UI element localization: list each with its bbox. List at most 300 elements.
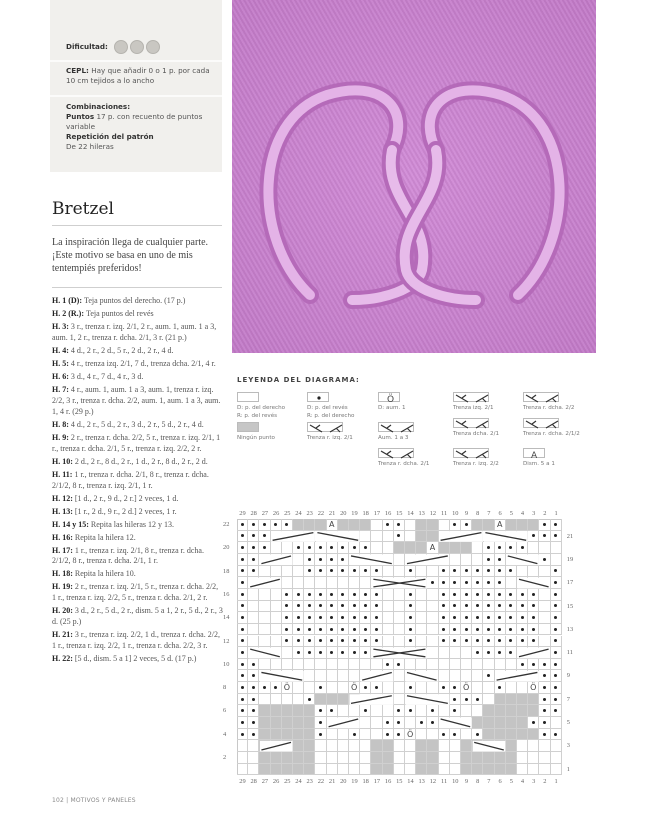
chart-cell xyxy=(427,554,438,566)
chart-cell xyxy=(450,752,461,764)
chart-cell xyxy=(338,682,349,694)
chart-cell xyxy=(349,659,360,671)
chart-cell xyxy=(539,636,550,648)
row-number-left: 12 xyxy=(223,637,230,645)
chart-cell xyxy=(271,624,282,636)
chart-cell xyxy=(237,694,248,706)
cepl-row xyxy=(66,66,216,86)
chart-cell xyxy=(551,636,562,648)
legend-item-inc1 xyxy=(378,392,406,412)
instruction-row xyxy=(52,507,224,518)
chart-cell xyxy=(282,601,293,613)
chart-cell xyxy=(327,670,338,682)
chart-cell xyxy=(327,624,338,636)
row-label: H. 3: xyxy=(52,322,71,331)
chart-cell xyxy=(416,589,427,601)
row-text: 4 r., aum. 1, aum. 1 a 3, aum. 1, trenza r. izq. 2/2, 3 r., trenza r. dcha. 2/2, aum. 1, aum. 1 a 3, aum. 1, 4 r. (29 p.) xyxy=(52,384,221,416)
chart-cell xyxy=(360,577,371,589)
chart-cell xyxy=(327,601,338,613)
chart-cell xyxy=(472,694,483,706)
chart-cell xyxy=(405,519,416,531)
chart-cell xyxy=(349,682,360,694)
chart-cell xyxy=(461,694,472,706)
column-number: 18 xyxy=(362,778,369,786)
chart-cell xyxy=(282,519,293,531)
row-number-left: 6 xyxy=(223,707,227,715)
chart-cell xyxy=(461,740,472,752)
chart-cell xyxy=(371,729,382,741)
chart-cell xyxy=(383,554,394,566)
chart-cell xyxy=(517,554,528,566)
row-label: H. 16: xyxy=(52,532,75,542)
chart-cell xyxy=(483,601,494,613)
chart-cell xyxy=(327,577,338,589)
chart-cell xyxy=(495,705,506,717)
chart-cell xyxy=(439,670,450,682)
row-label: H. 9: xyxy=(52,432,71,442)
chart-cell xyxy=(315,647,326,659)
legend-label: Trenza r. dcha. 2/1 xyxy=(378,461,430,467)
chart-cell xyxy=(248,601,259,613)
chart-cell xyxy=(360,566,371,578)
cable-motif-illustration xyxy=(232,0,596,353)
chart-cell xyxy=(517,612,528,624)
legend-item-dec-5-to-1 xyxy=(523,448,555,468)
chart-cell xyxy=(427,740,438,752)
chart-cell xyxy=(315,705,326,717)
chart-cell xyxy=(237,752,248,764)
chart-cell xyxy=(248,519,259,531)
column-number: 20 xyxy=(340,778,347,786)
divider xyxy=(52,225,222,226)
chart-cell xyxy=(416,764,427,776)
cable-r-dcha-21-symbol-icon xyxy=(378,448,414,458)
chart-cell xyxy=(293,601,304,613)
legend-item-cable-l-21 xyxy=(453,392,494,412)
chart-cell xyxy=(461,577,472,589)
chart-cell xyxy=(483,577,494,589)
chart-cell xyxy=(439,542,450,554)
chart-cell xyxy=(248,647,259,659)
chart-cell xyxy=(282,717,293,729)
chart-cell xyxy=(427,647,438,659)
chart-cell xyxy=(517,531,528,543)
chart-cell xyxy=(248,554,259,566)
row-text: [1 r., 2 d., 9 r., 2 d.] 2 veces, 1 r. xyxy=(74,506,177,516)
column-number: 2 xyxy=(543,510,547,517)
chart-cell xyxy=(371,554,382,566)
chart-cell xyxy=(293,542,304,554)
chart-cell xyxy=(383,729,394,741)
chart-cell xyxy=(315,624,326,636)
divider xyxy=(50,60,222,62)
chart-cell xyxy=(506,577,517,589)
chart-cell xyxy=(517,624,528,636)
chart-cell xyxy=(271,647,282,659)
chart-cell xyxy=(461,752,472,764)
row-label: H. 19: xyxy=(52,582,75,592)
chart-cell xyxy=(371,636,382,648)
chart-cell xyxy=(539,542,550,554)
chart-cell xyxy=(383,694,394,706)
chart-cell xyxy=(259,589,270,601)
chart-cell xyxy=(304,601,315,613)
chart-cell xyxy=(304,531,315,543)
chart-cell xyxy=(282,705,293,717)
chart-cell xyxy=(483,659,494,671)
legend-label: R: p. del revés xyxy=(237,413,278,419)
column-number: 11 xyxy=(441,778,448,786)
chart-cell xyxy=(371,566,382,578)
chart-cell xyxy=(248,577,259,589)
column-number: 2 xyxy=(543,778,547,786)
chart-cell xyxy=(450,647,461,659)
chart-cell xyxy=(472,717,483,729)
column-number: 16 xyxy=(384,778,392,786)
chart-cell xyxy=(259,519,270,531)
difficulty-row xyxy=(66,40,216,54)
chart-cell xyxy=(551,519,562,531)
chart-cell xyxy=(360,612,371,624)
legend-label: Trenza r. dcha. 2/2 xyxy=(523,405,575,411)
chart-cell xyxy=(237,542,248,554)
chart-cell xyxy=(338,601,349,613)
chart-cell xyxy=(439,752,450,764)
chart-cell xyxy=(405,694,416,706)
chart-cell xyxy=(293,764,304,776)
row-number-right: 7 xyxy=(566,695,570,703)
chart-cell xyxy=(338,624,349,636)
chart-cell xyxy=(472,612,483,624)
legend-label: Trenza izq. 2/1 xyxy=(453,405,494,411)
chart-cell xyxy=(539,752,550,764)
chart-cell xyxy=(528,705,539,717)
cable-r-izq-22-symbol-icon xyxy=(453,448,489,458)
column-number: 8 xyxy=(476,510,480,517)
chart-cell xyxy=(439,764,450,776)
chart-cell xyxy=(338,740,349,752)
chart-cell xyxy=(539,729,550,741)
chart-cell xyxy=(517,717,528,729)
chart-cell xyxy=(416,705,427,717)
column-number: 26 xyxy=(272,778,280,786)
chart-cell xyxy=(416,647,427,659)
chart-cell xyxy=(517,682,528,694)
chart-cell xyxy=(416,670,427,682)
chart-cell xyxy=(405,531,416,543)
chart-cell xyxy=(282,729,293,741)
row-text: 1 r., trenza r. izq. 2/1, 8 r., trenza r. dcha. 2/1/2, 8 r., trenza r. dcha. 2/1, 1 r. xyxy=(52,545,204,566)
chart-cell xyxy=(315,542,326,554)
chart-cell xyxy=(405,601,416,613)
chart-cell xyxy=(551,554,562,566)
row-label: H. 1 (D): xyxy=(52,296,84,305)
chart-cell xyxy=(259,682,270,694)
chart-cell xyxy=(528,659,539,671)
chart-cell xyxy=(304,752,315,764)
chart-cell xyxy=(551,682,562,694)
chart-cell xyxy=(338,659,349,671)
chart-cell xyxy=(483,717,494,729)
chart-cell xyxy=(327,705,338,717)
chart-cell xyxy=(506,682,517,694)
chart-cell xyxy=(293,647,304,659)
chart-cell xyxy=(427,694,438,706)
chart-cell xyxy=(517,601,528,613)
chart-cell xyxy=(315,717,326,729)
instruction-row xyxy=(52,533,224,544)
legend-label: Dism. 5 a 1 xyxy=(523,461,555,467)
chart-cell xyxy=(248,717,259,729)
chart-cell xyxy=(394,542,405,554)
inc-1-to-3-symbol-icon xyxy=(378,422,414,432)
chart-cell xyxy=(327,566,338,578)
chart-cell xyxy=(371,764,382,776)
chart-cell xyxy=(483,542,494,554)
chart-cell xyxy=(237,717,248,729)
chart-cell xyxy=(472,589,483,601)
chart-cell xyxy=(528,566,539,578)
chart-cell xyxy=(259,717,270,729)
chart-cell xyxy=(450,601,461,613)
chart-cell xyxy=(483,764,494,776)
chart-cell xyxy=(237,764,248,776)
purl-symbol-icon xyxy=(307,392,329,402)
chart-cell xyxy=(539,519,550,531)
chart-cell xyxy=(371,659,382,671)
chart-cell xyxy=(394,647,405,659)
chart-cell xyxy=(539,601,550,613)
chart-cell xyxy=(506,670,517,682)
instruction-row xyxy=(52,520,224,531)
divider xyxy=(52,287,222,288)
chart-cell xyxy=(472,554,483,566)
chart-cell xyxy=(338,554,349,566)
chart-cell xyxy=(237,647,248,659)
combinations-row xyxy=(66,102,216,152)
chart-cell xyxy=(439,682,450,694)
chart-cell xyxy=(506,519,517,531)
column-number: 24 xyxy=(295,778,302,786)
row-number-right: 3 xyxy=(566,742,570,750)
chart-cell xyxy=(439,717,450,729)
chart-cell xyxy=(315,764,326,776)
legend-label: D: aum. 1 xyxy=(378,405,406,411)
chart-cell xyxy=(304,682,315,694)
chart-cell xyxy=(551,624,562,636)
legend-label: Trenza r. dcha. 2/1/2 xyxy=(523,431,580,437)
legend-item-cable-r-dcha-21 xyxy=(378,448,429,468)
chart-cell xyxy=(371,577,382,589)
chart-cell xyxy=(394,612,405,624)
legend-label: Ningún punto xyxy=(237,435,275,441)
chart-cell xyxy=(495,740,506,752)
chart-cell xyxy=(506,764,517,776)
chart-cell xyxy=(315,554,326,566)
chart-cell xyxy=(483,566,494,578)
chart-cell xyxy=(439,612,450,624)
chart-cell xyxy=(539,612,550,624)
chart-cell xyxy=(472,531,483,543)
chart-cell xyxy=(315,531,326,543)
column-number: 28 xyxy=(250,778,257,786)
chart-cell xyxy=(237,636,248,648)
chart-cell xyxy=(405,670,416,682)
chart-cell xyxy=(416,717,427,729)
chart-cell xyxy=(371,717,382,729)
chart-cell xyxy=(439,566,450,578)
chart-cell xyxy=(293,729,304,741)
chart-cell xyxy=(427,519,438,531)
chart-cell xyxy=(338,636,349,648)
row-label: H. 17: xyxy=(52,545,75,555)
cable-r-dcha-212-symbol-icon xyxy=(523,418,559,428)
chart-cell xyxy=(461,705,472,717)
chart-cell xyxy=(248,589,259,601)
instruction-row xyxy=(52,420,224,431)
chart-cell xyxy=(282,682,293,694)
chart-cell xyxy=(349,566,360,578)
chart-cell xyxy=(405,589,416,601)
chart-cell xyxy=(427,705,438,717)
column-number: 14 xyxy=(407,510,414,517)
chart-cell xyxy=(282,659,293,671)
chart-cell xyxy=(450,624,461,636)
chart-cell xyxy=(315,589,326,601)
chart-cell xyxy=(528,682,539,694)
chart-cell xyxy=(517,519,528,531)
chart-cell xyxy=(259,554,270,566)
chart-cell xyxy=(282,624,293,636)
legend-item-purl xyxy=(307,392,354,420)
chart-cell xyxy=(282,531,293,543)
chart-cell xyxy=(315,670,326,682)
chart-cell xyxy=(416,659,427,671)
chart-cell xyxy=(360,636,371,648)
chart-cell xyxy=(450,694,461,706)
chart-cell xyxy=(383,601,394,613)
chart-cell xyxy=(517,729,528,741)
chart-cell xyxy=(439,729,450,741)
chart-cell xyxy=(461,519,472,531)
column-number: 5 xyxy=(509,778,513,786)
instruction-row xyxy=(52,654,224,665)
chart-cell xyxy=(506,566,517,578)
chart-cell xyxy=(427,612,438,624)
chart-cell xyxy=(506,601,517,613)
row-text: 4 d., 2 r., 2 d., 5 r., 2 d., 2 r., 4 d. xyxy=(70,345,174,355)
legend-item-cable-r-21 xyxy=(453,418,499,438)
chart-cell xyxy=(338,705,349,717)
chart-cell xyxy=(483,624,494,636)
chart-cell xyxy=(551,577,562,589)
chart-cell xyxy=(248,531,259,543)
chart-cell xyxy=(259,531,270,543)
chart-cell xyxy=(551,589,562,601)
inc1-symbol-icon xyxy=(378,392,400,402)
chart-cell xyxy=(528,694,539,706)
column-number: 3 xyxy=(532,778,536,786)
chart-cell xyxy=(539,577,550,589)
chart-cell xyxy=(517,694,528,706)
chart-cell xyxy=(439,589,450,601)
chart-cell xyxy=(461,647,472,659)
row-number-right: 11 xyxy=(566,649,573,657)
chart-cell xyxy=(405,659,416,671)
chart-cell xyxy=(528,531,539,543)
chart-cell xyxy=(248,682,259,694)
chart-cell xyxy=(327,542,338,554)
difficulty-dot-icon xyxy=(130,40,144,54)
row-number-right: 5 xyxy=(566,719,570,727)
chart-cell xyxy=(383,531,394,543)
row-text: Repita las hileras 12 y 13. xyxy=(90,519,174,529)
chart-cell xyxy=(551,566,562,578)
column-number: 26 xyxy=(272,510,280,517)
chart-cell xyxy=(248,636,259,648)
column-number: 12 xyxy=(429,778,437,786)
column-number: 27 xyxy=(261,510,269,517)
chart-cell xyxy=(237,531,248,543)
chart-cell xyxy=(338,694,349,706)
chart-cell xyxy=(427,682,438,694)
chart-cell xyxy=(450,554,461,566)
chart-cell xyxy=(327,647,338,659)
cepl-text: Hay que añadir 0 o 1 p. por cada 10 cm tejidos a lo ancho xyxy=(66,66,210,85)
divider xyxy=(50,95,222,97)
chart-cell xyxy=(461,612,472,624)
chart-cell xyxy=(416,636,427,648)
column-number: 5 xyxy=(509,510,513,517)
repeat-text: De 22 hileras xyxy=(66,142,114,151)
chart-cell xyxy=(394,519,405,531)
chart-cell xyxy=(327,554,338,566)
chart-cell xyxy=(450,659,461,671)
dec-5-to-1-symbol-icon xyxy=(523,448,545,458)
chart-cell xyxy=(259,752,270,764)
chart-cell xyxy=(517,542,528,554)
chart-cell xyxy=(461,682,472,694)
chart-cell xyxy=(304,612,315,624)
row-text: Repita la hilera 10. xyxy=(74,569,136,579)
chart-cell xyxy=(304,670,315,682)
chart-cell xyxy=(528,577,539,589)
chart-cell xyxy=(271,566,282,578)
chart-cell xyxy=(282,740,293,752)
instruction-row xyxy=(52,346,224,357)
chart-cell xyxy=(304,659,315,671)
column-number: 21 xyxy=(328,510,336,517)
chart-cell xyxy=(360,519,371,531)
chart-cell xyxy=(327,682,338,694)
chart-cell xyxy=(293,519,304,531)
legend-label: D: p. del derecho xyxy=(237,405,286,411)
chart-cell xyxy=(405,764,416,776)
chart-cell xyxy=(539,717,550,729)
chart-cell xyxy=(405,542,416,554)
chart-cell xyxy=(304,717,315,729)
chart-cell xyxy=(338,647,349,659)
column-number: 14 xyxy=(407,778,414,786)
page-footer: 102 | MOTIVOS Y PANELES xyxy=(52,797,136,804)
chart-cell xyxy=(327,636,338,648)
chart-cell xyxy=(304,566,315,578)
row-label: H. 8: xyxy=(52,419,71,429)
chart-cell xyxy=(427,624,438,636)
chart-cell xyxy=(383,624,394,636)
row-text: [1 d., 2 r., 9 d., 2 r.] 2 veces, 1 d. xyxy=(74,493,179,503)
chart-cell xyxy=(371,682,382,694)
